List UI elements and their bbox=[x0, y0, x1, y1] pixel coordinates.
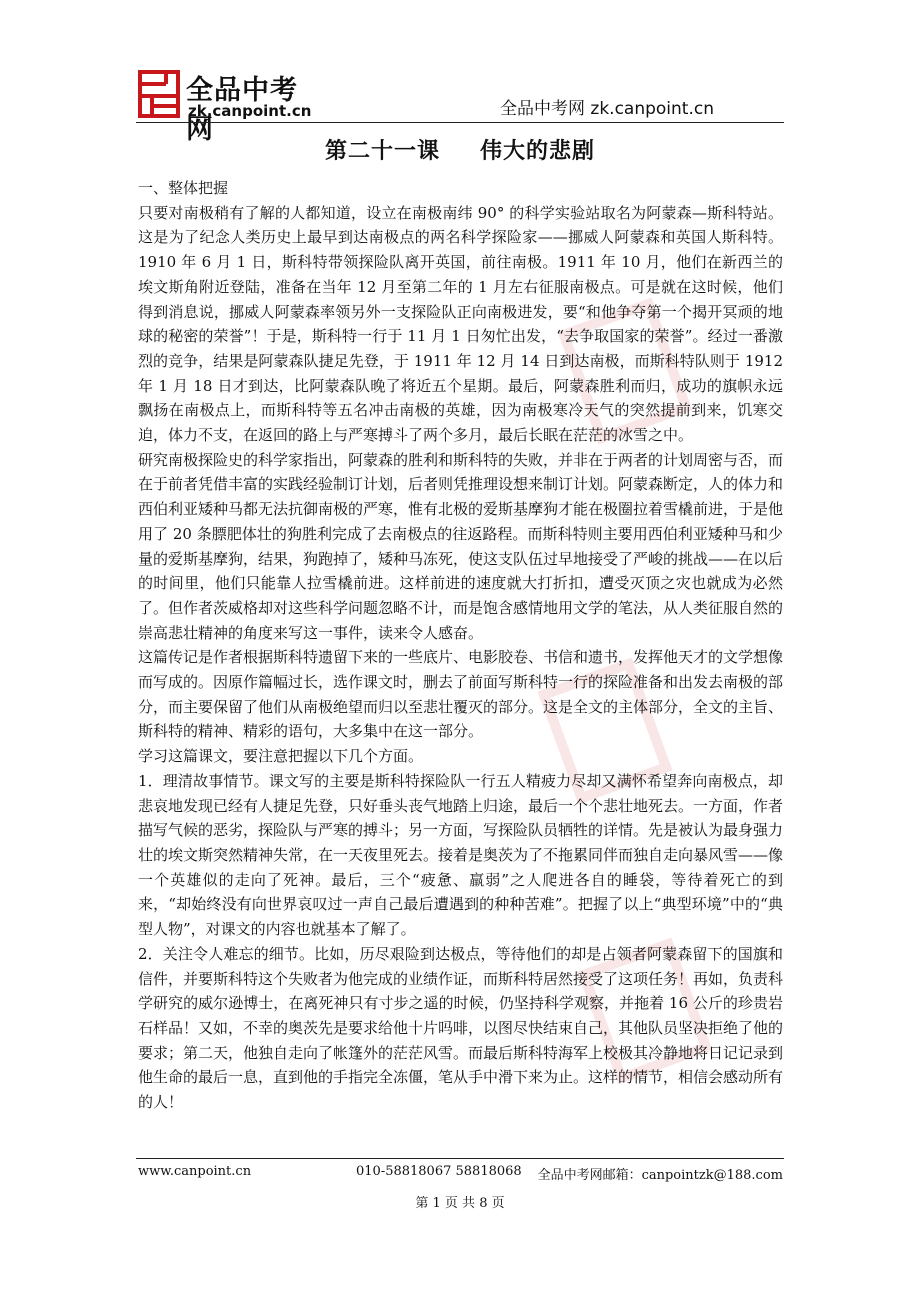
paragraph: 2．关注令人难忘的细节。比如，历尽艰险到达极点，等待他们的却是占领者阿蒙森留下的国旗和信件，并要斯科特这个失败者为他完成的业绩作证，而斯科特居然接受了这项任务！再如，负责科学研究的威尔逊博士，在离死神只有寸步之遥的时候，仍坚持科学观察，并拖着 16 公斤的珍贵岩石样品！又如，不幸的奥茨先是要求给他十片吗啡，以图尽快结束自己，其他队员坚决拒绝了他的要求；第二天，他独自走向了帐篷外的茫茫风雪。而最后斯科特海军上校极其冷静地将日记记录到他生命的最后一息，直到他的手指完全冻僵，笔从手中滑下来为止。这样的情节，相信会感动所有的人！ bbox=[138, 944, 784, 1112]
footer-website[interactable]: www.canpoint.cn bbox=[138, 1164, 252, 1179]
lesson-name: 伟大的悲剧 bbox=[480, 139, 596, 164]
page-number: 第 1 页 共 8 页 bbox=[415, 1196, 505, 1211]
paragraph: 这篇传记是作者根据斯科特遗留下来的一些底片、电影胶卷、书信和遗书，发挥他天才的文学想像而写成的。因原作篇幅过长，选作课文时，删去了前面写斯科特一行的探险准备和出发去南极的部分，而主要保留了他们从南极绝望而归以至悲壮覆灭的部分。这是全文的主体部分，全文的主旨、斯科特的精神、精彩的语句，大多集中在这一部分。 bbox=[138, 648, 784, 741]
page-title bbox=[0, 134, 920, 165]
footer-email: 全品中考网邮箱：canpointzk@188.com bbox=[537, 1168, 783, 1183]
logo-url: zk.canpoint.cn bbox=[188, 102, 312, 120]
header-site-text: 全品中考网 zk.canpoint.cn bbox=[500, 99, 714, 119]
site-logo bbox=[136, 66, 316, 145]
lesson-number: 第二十一课 bbox=[324, 139, 440, 164]
logo-mark-icon bbox=[136, 68, 182, 120]
header-divider bbox=[136, 122, 784, 123]
paragraph: 只要对南极稍有了解的人都知道，设立在南极南纬 90° 的科学实验站取名为阿蒙森—斯科特站。这是为了纪念人类历史上最早到达南极点的两名科学探险家——挪威人阿蒙森和英国人斯科特。1910 年 6 月 1 日，斯科特带领探险队离开英国，前往南极。1911 年 10 月，他们在新西兰的埃文斯角附近登陆，准备在当年 12 月至第二年的 1 月左右征服南极点。可是就在这时候，他们得到消息说，挪威人阿蒙森率领另外一支探险队正向南极进发，要“和他争夺第一个揭开冥顽的地球的秘密的荣誉”！于是，斯科特一行于 11 月 1 日匆忙出发，“去争取国家的荣誉”。经过一番激烈的竞争，结果是阿蒙森队捷足先登，于 1911 年 12 月 14 日到达南极，而斯科特队则于 1912 年 1 月 18 日才到达，比阿蒙森队晚了将近五个星期。最后，阿蒙森胜利而归，成功的旗帜永远飘扬在南极点上，而斯科特等五名冲击南极的英雄，因为南极寒冷天气的突然提前到来，饥寒交迫，体力不支，在返回的路上与严寒搏斗了两个多月，最后长眠在茫茫的冰雪之中。 bbox=[138, 203, 783, 445]
footer-divider bbox=[136, 1158, 784, 1159]
logo-text: 全品中考网 bbox=[186, 75, 298, 145]
section-heading: 一、整体把握 bbox=[138, 179, 229, 197]
paragraph: 1．理清故事情节。课文写的主要是斯科特探险队一行五人精疲力尽却又满怀希望奔向南极点，却悲哀地发现已经有人捷足先登，只好垂头丧气地踏上归途，最后一个个悲壮地死去。一方面，作者描写气候的恶劣，探险队与严寒的搏斗；另一方面，写探险队员牺牲的详情。先是被认为最身强力壮的埃文斯突然精神失常，在一天夜里死去。接着是奥茨为了不拖累同伴而独自走向暴风雪——像一个英雄似的走向了死神。最后，三个“疲惫、羸弱”之人爬进各自的睡袋，等待着死亡的到来，“却始终没有向世界哀叹过一声自己最后遭遇到的种种苦难”。把握了以上“典型环境”中的“典型人物”，对课文的内容也就基本了解了。 bbox=[138, 771, 784, 939]
article-body bbox=[138, 176, 783, 1115]
paragraph: 研究南极探险史的科学家指出，阿蒙森的胜利和斯科特的失败，并非在于两者的计划周密与否，而在于前者凭借丰富的实践经验制订计划，后者则凭推理设想来制订计划。阿蒙森断定，人的体力和西伯利亚矮种马都无法抗御南极的严寒，惟有北极的爱斯基摩狗才能在极圈拉着雪橇前进，于是他用了 20 条膘肥体壮的狗胜利完成了去南极点的往返路程。而斯科特则主要用西伯利亚矮种马和少量的爱斯基摩狗，结果，狗跑掉了，矮种马冻死，使这支队伍过早地接受了严峻的挑战——在以后的时间里，他们只能靠人拉雪橇前进。这样前进的速度就大打折扣，遭受灭顶之灾也就成为必然了。但作者茨威格却对这些科学问题忽略不计，而是饱含感情地用文学的笔法，从人类征服自然的崇高悲壮精神的角度来写这一事件，读来令人感奋。 bbox=[138, 450, 784, 642]
paragraph: 学习这篇课文，要注意把握以下几个方面。 bbox=[138, 747, 424, 766]
footer-phones: 010-58818067 58818068 bbox=[356, 1164, 522, 1179]
